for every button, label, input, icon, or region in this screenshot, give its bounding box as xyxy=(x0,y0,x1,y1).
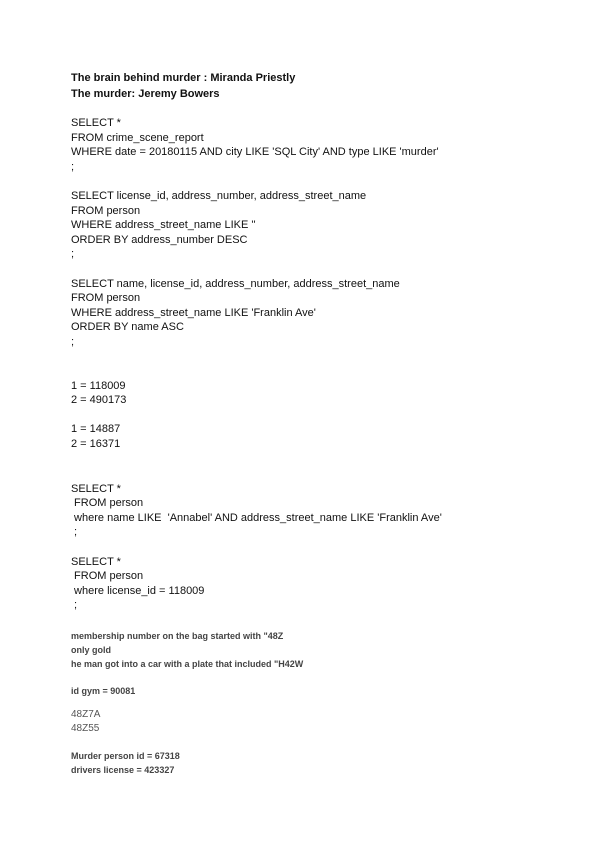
query4-line: ; xyxy=(71,526,78,538)
query2-line: SELECT license_id, address_number, address_street_name xyxy=(71,190,367,202)
query2-line: FROM person xyxy=(71,205,141,217)
note-line: membership number on the bag started with "48Z xyxy=(71,631,284,641)
query3-line: WHERE address_street_name LIKE 'Franklin Ave' xyxy=(71,307,316,319)
final-line: drivers license = 423327 xyxy=(71,765,175,775)
result-line: 1 = 14887 xyxy=(71,423,121,435)
title-brain: The brain behind murder : Miranda Priestly xyxy=(71,72,296,84)
query2-line: ORDER BY address_number DESC xyxy=(71,234,248,246)
query4-line: where name LIKE 'Annabel' AND address_street_name LIKE 'Franklin Ave' xyxy=(71,512,442,524)
plate-code: 48Z55 xyxy=(71,723,100,734)
query4-line: SELECT * xyxy=(71,483,121,495)
result-line: 1 = 118009 xyxy=(71,380,126,392)
query3-line: ORDER BY name ASC xyxy=(71,321,184,333)
final-line: Murder person id = 67318 xyxy=(71,751,180,761)
note-line: he man got into a car with a plate that included "H42W xyxy=(71,659,304,669)
note-line: only gold xyxy=(71,645,111,655)
query3-line: FROM person xyxy=(71,292,141,304)
query4-line: FROM person xyxy=(71,497,144,509)
result-line: 2 = 490173 xyxy=(71,394,127,406)
query2-line: ; xyxy=(71,248,75,260)
query1-line: SELECT * xyxy=(71,117,121,129)
query5-line: where license_id = 118009 xyxy=(71,585,205,597)
query1-line: ; xyxy=(71,161,75,173)
plate-code: 48Z7A xyxy=(71,709,101,720)
title-murderer: The murder: Jeremy Bowers xyxy=(71,88,220,100)
result-line: 2 = 16371 xyxy=(71,438,121,450)
query5-line: SELECT * xyxy=(71,556,121,568)
query1-line: WHERE date = 20180115 AND city LIKE 'SQL City' AND type LIKE 'murder' xyxy=(71,146,439,158)
query1-line: FROM crime_scene_report xyxy=(71,132,204,144)
query5-line: ; xyxy=(71,599,78,611)
query3-line: ; xyxy=(71,336,75,348)
query2-line: WHERE address_street_name LIKE '' xyxy=(71,219,256,231)
gym-id: id gym = 90081 xyxy=(71,686,136,696)
query5-line: FROM person xyxy=(71,570,144,582)
query3-line: SELECT name, license_id, address_number, address_street_name xyxy=(71,278,400,290)
